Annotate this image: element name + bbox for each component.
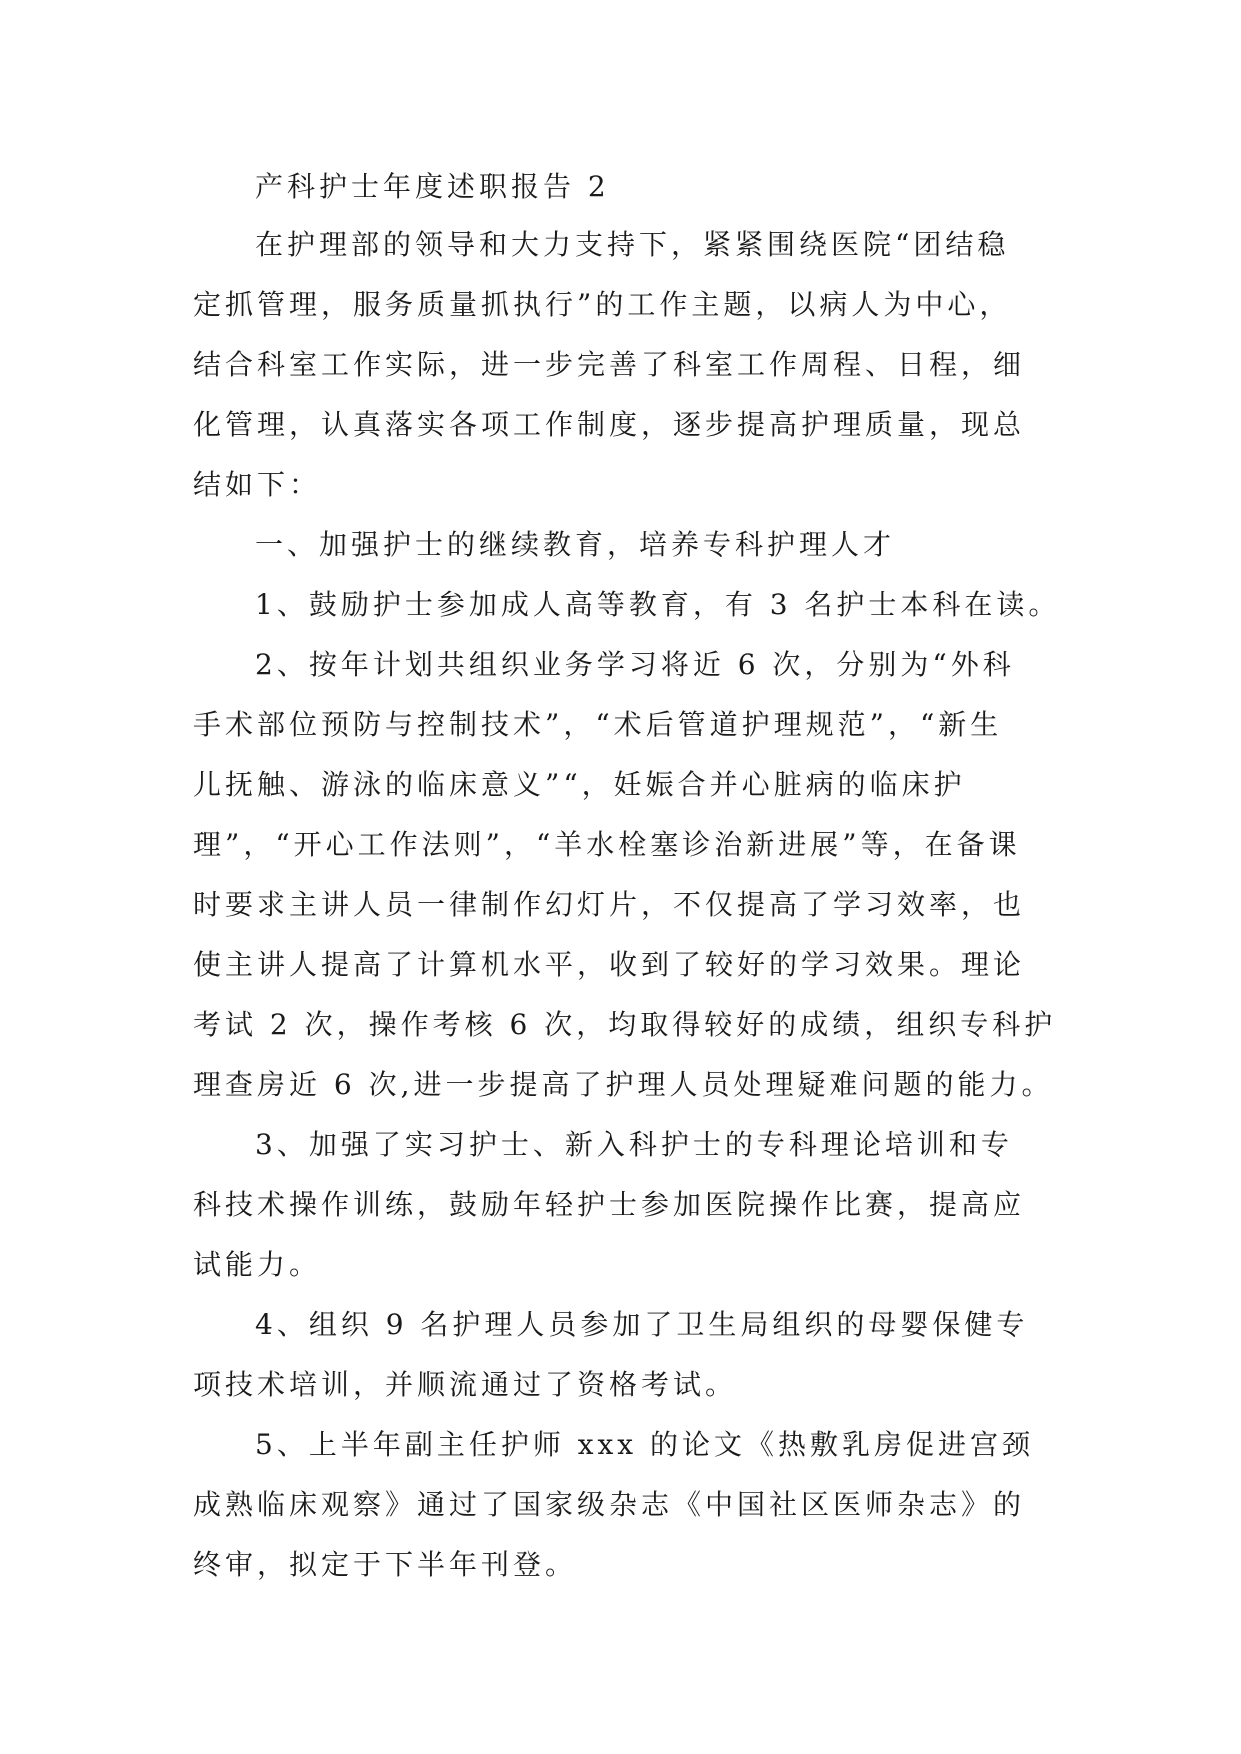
paragraph-line: 试能力。 bbox=[193, 1248, 322, 1281]
paragraph-line: 儿抚触、游泳的临床意义”“，妊娠合并心脏病的临床护 bbox=[193, 768, 966, 801]
document-body bbox=[193, 158, 1061, 1595]
paragraph-item-2 bbox=[193, 635, 1055, 1115]
paragraph-line: 理查房近 6 次,进一步提高了护理人员处理疑难问题的能力。 bbox=[193, 1068, 1054, 1101]
section-heading-text: 一、加强护士的继续教育，培养专科护理人才 bbox=[255, 528, 896, 561]
paragraph-line: 化管理，认真落实各项工作制度，逐步提高护理质量，现总 bbox=[193, 408, 1026, 441]
paragraph-line: 2、按年计划共组织业务学习将近 6 次，分别为“外科 bbox=[255, 648, 1015, 681]
paragraph-item-1 bbox=[193, 575, 1061, 635]
paragraph-line: 4、组织 9 名护理人员参加了卫生局组织的母婴保健专 bbox=[255, 1308, 1029, 1341]
paragraph-line: 结合科室工作实际，进一步完善了科室工作周程、日程，细 bbox=[193, 348, 1026, 381]
paragraph-line: 在护理部的领导和大力支持下，紧紧围绕医院“团结稳 bbox=[255, 228, 1010, 261]
paragraph-line: 定抓管理，服务质量抓执行”的工作主题，以病人为中心， bbox=[193, 288, 1012, 321]
paragraph-line: 科技术操作训练，鼓励年轻护士参加医院操作比赛，提高应 bbox=[193, 1188, 1026, 1221]
paragraph-line: 终审，拟定于下半年刊登。 bbox=[193, 1548, 578, 1581]
paragraph-item-3 bbox=[193, 1115, 1055, 1295]
paragraph-line: 成熟临床观察》通过了国家级杂志《中国社区医师杂志》的 bbox=[193, 1488, 1026, 1521]
paragraph-intro bbox=[193, 215, 1055, 515]
paragraph-item-5 bbox=[193, 1415, 1055, 1595]
section-heading bbox=[193, 515, 1055, 575]
paragraph-line: 考试 2 次，操作考核 6 次，均取得较好的成绩，组织专科护 bbox=[193, 1008, 1057, 1041]
paragraph-line: 理”，“开心工作法则”，“羊水栓塞诊治新进展”等，在备课 bbox=[193, 828, 1021, 861]
paragraph-line: 使主讲人提高了计算机水平，收到了较好的学习效果。理论 bbox=[193, 948, 1026, 981]
paragraph-line: 5、上半年副主任护师 xxx 的论文《热敷乳房促进宫颈 bbox=[255, 1428, 1034, 1461]
paragraph-line: 时要求主讲人员一律制作幻灯片，不仅提高了学习效率，也 bbox=[193, 888, 1026, 921]
paragraph-line: 3、加强了实习护士、新入科护士的专科理论培训和专 bbox=[255, 1128, 1013, 1161]
document-title: 产科护士年度述职报告 2 bbox=[255, 170, 610, 203]
paragraph-item-4 bbox=[193, 1295, 1055, 1415]
paragraph-line: 手术部位预防与控制技术”，“术后管道护理规范”，“新生 bbox=[193, 708, 1003, 741]
paragraph-line: 项技术培训，并顺流通过了资格考试。 bbox=[193, 1368, 738, 1401]
paragraph-line: 1、鼓励护士参加成人高等教育，有 3 名护士本科在读。 bbox=[255, 588, 1061, 621]
paragraph-line: 结如下： bbox=[193, 468, 322, 501]
